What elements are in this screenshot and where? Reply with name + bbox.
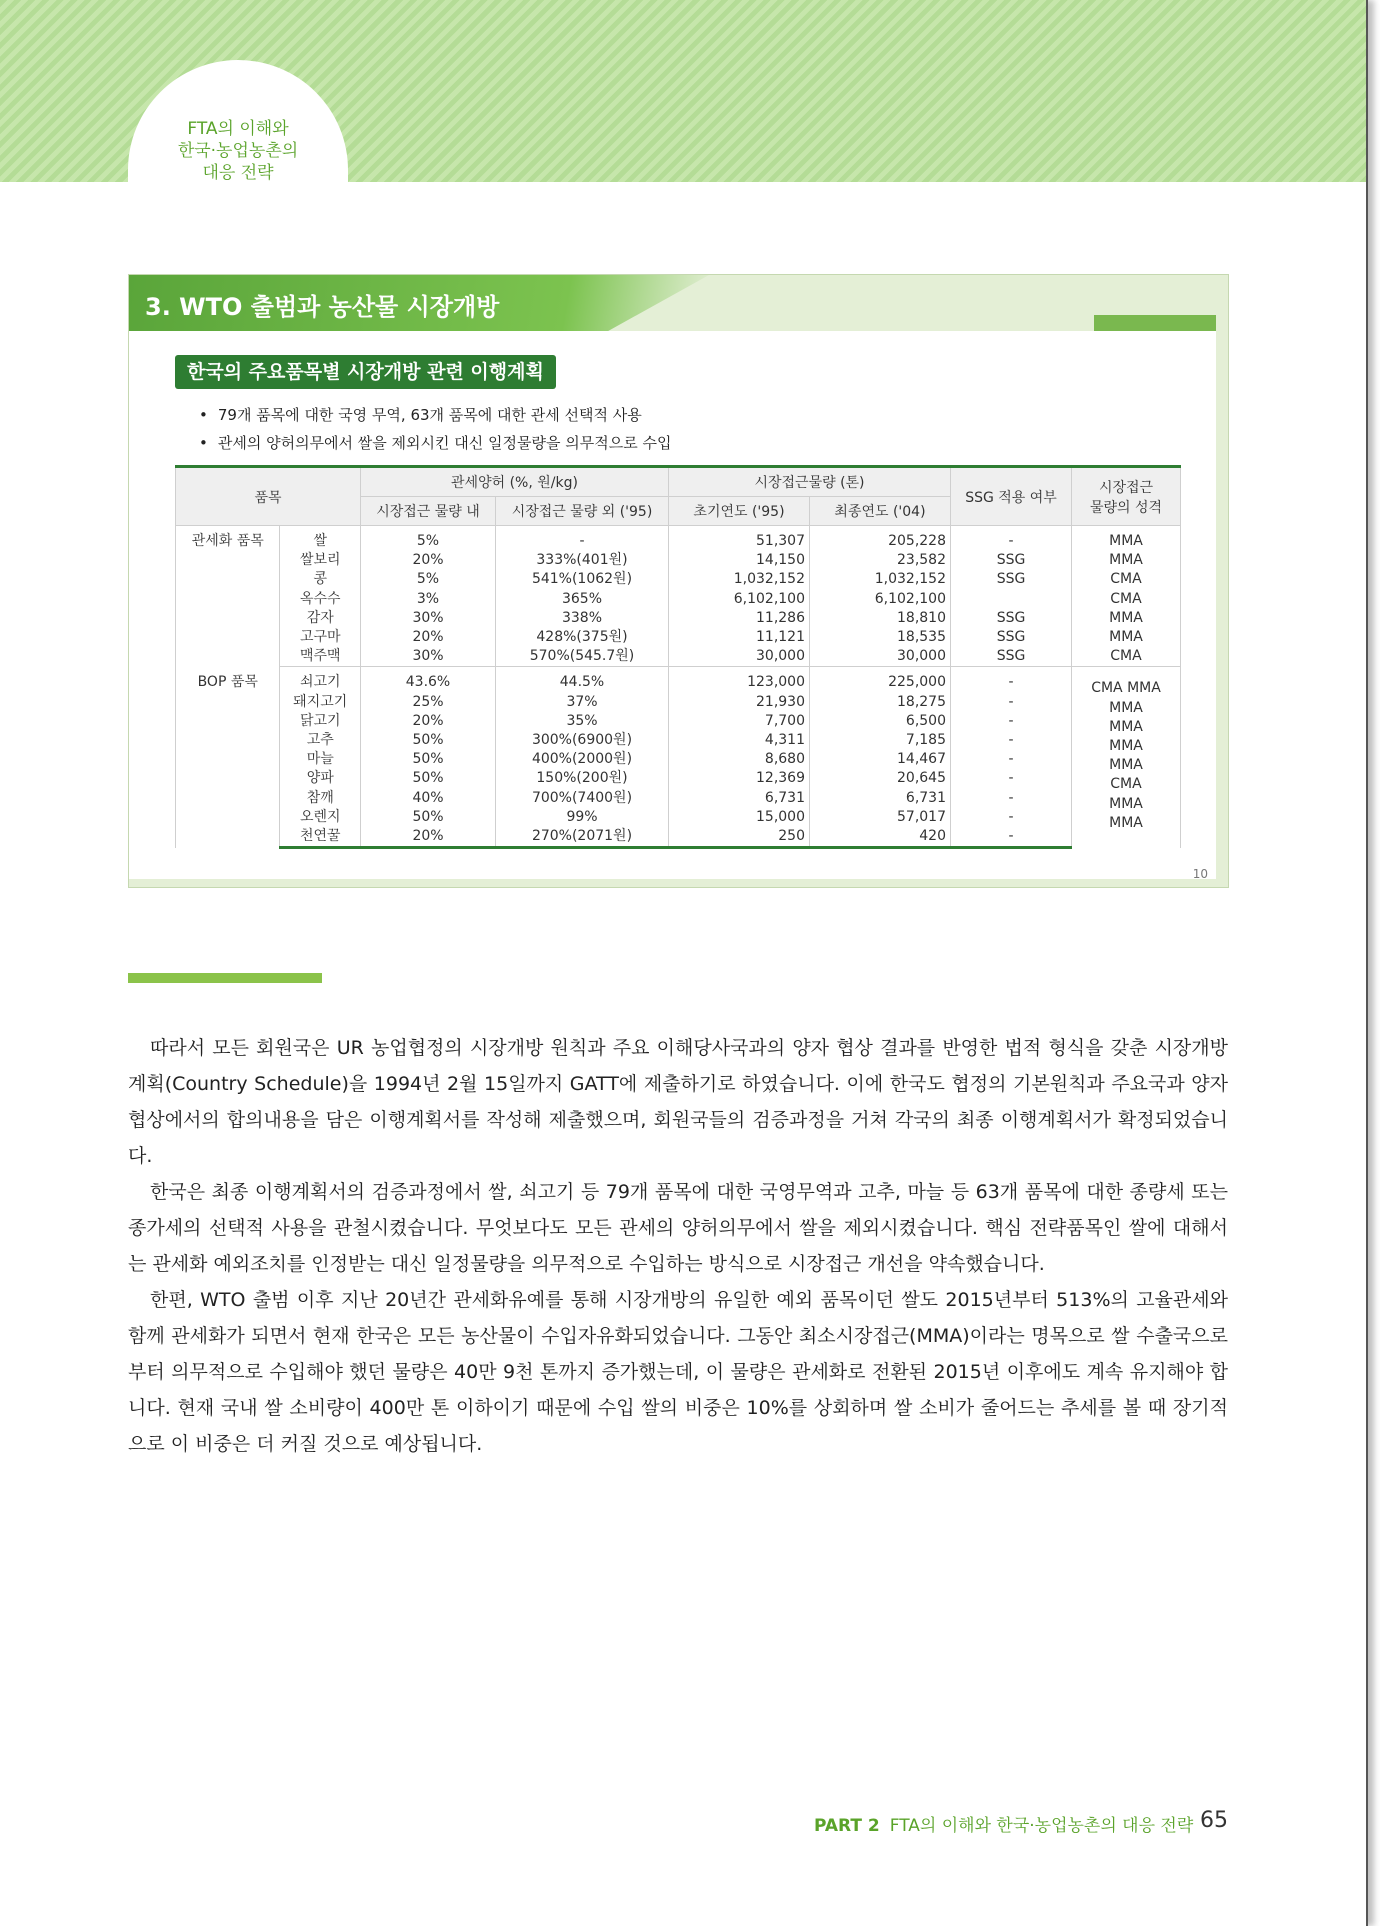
- market-opening-table: [175, 465, 1181, 849]
- cell-tariff-out: 400%(2000원): [496, 750, 669, 769]
- slide-figure: [128, 274, 1229, 888]
- cell-tariff-in: 20%: [361, 827, 496, 848]
- cell-access-initial: 11,121: [669, 628, 810, 647]
- nature-value: CMA: [1110, 776, 1142, 793]
- cell-item: 오렌지: [280, 808, 361, 827]
- cell-item: 마늘: [280, 750, 361, 769]
- cell-ssg: -: [951, 769, 1072, 788]
- cell-nature: MMA: [1072, 628, 1181, 647]
- cell-access-initial: 4,311: [669, 731, 810, 750]
- cell-nature: MMA: [1072, 609, 1181, 628]
- nature-value: MMA: [1109, 795, 1143, 812]
- header-ssg: SSG 적용 여부: [951, 467, 1072, 526]
- cell-access-initial: 51,307: [669, 526, 810, 552]
- cell-access-final: 420: [810, 827, 951, 848]
- header-tariff-in: 시장접근 물량 내: [361, 497, 496, 526]
- cell-ssg: -: [951, 667, 1072, 693]
- cell-item: 천연꿀: [280, 827, 361, 848]
- footer-part-title: FTA의 이해와 한국·농업농촌의 대응 전략: [889, 1816, 1194, 1836]
- cell-access-initial: 6,731: [669, 789, 810, 808]
- cell-access-final: 205,228: [810, 526, 951, 552]
- cell-access-initial: 123,000: [669, 667, 810, 693]
- cell-access-final: 20,645: [810, 769, 951, 788]
- cell-item: 돼지고기: [280, 693, 361, 712]
- table-row: [176, 769, 1181, 788]
- chapter-tab-line: 한국·농업농촌의: [177, 141, 299, 161]
- cell-tariff-in: 50%: [361, 808, 496, 827]
- body-paragraph: 한편, WTO 출범 이후 지난 20년간 관세화유예를 통해 시장개방의 유일한 예외 품목이던 쌀도 2015년부터 513%의 고율관세와 함께 관세화가 되면서 현재 한국은 모든 농산물이 수입자유화되었습니다. 그동안 최소시장접근(MMA)이라는 명목으로 쌀 수출국으로부터 의무적으로 수입해야 했던 물량은 40만 9천 톤까지 증가했는데, 이 물량은 관세화로 전환된 2015년 이후에도 계속 유지해야 합니다. 현재 국내 쌀 소비량이 400만 톤 이하이기 때문에 수입 쌀의 비중은 10%를 상회하며 쌀 소비가 줄어드는 추세를 볼 때 장기적으로 이 비중은 더 커질 것으로 예상됩니다.: [128, 1289, 1228, 1455]
- slide-bullets: [217, 401, 671, 457]
- cell-item: 쇠고기: [280, 667, 361, 693]
- cell-access-initial: 11,286: [669, 609, 810, 628]
- cell-access-initial: 8,680: [669, 750, 810, 769]
- nature-value: MMA: [1109, 757, 1143, 774]
- body-text: [128, 1030, 1228, 1462]
- cell-nature: CMA: [1072, 590, 1181, 609]
- cell-nature: CMA: [1072, 647, 1181, 667]
- cell-access-final: 18,810: [810, 609, 951, 628]
- cell-tariff-out: 300%(6900원): [496, 731, 669, 750]
- slide-page-number: 10: [1192, 867, 1208, 881]
- cell-item: 참깨: [280, 789, 361, 808]
- table-row: [176, 551, 1181, 570]
- cell-tariff-out: -: [496, 526, 669, 552]
- cell-item: 고추: [280, 731, 361, 750]
- table-row: [176, 667, 1181, 693]
- cell-ssg: SSG: [951, 628, 1072, 647]
- header-item: 품목: [176, 467, 361, 526]
- table-row: [176, 808, 1181, 827]
- cell-access-final: 18,275: [810, 693, 951, 712]
- cell-nature: MMA: [1072, 551, 1181, 570]
- footer-running-title: [814, 1811, 1193, 1836]
- cell-tariff-in: 40%: [361, 789, 496, 808]
- cell-tariff-in: 50%: [361, 731, 496, 750]
- nature-value: MMA: [1109, 699, 1143, 716]
- cell-tariff-out: 333%(401원): [496, 551, 669, 570]
- table-row: [176, 750, 1181, 769]
- bullet-item: • 79개 품목에 대한 국영 무역, 63개 품목에 대한 관세 선택적 사용: [217, 401, 671, 429]
- cell-tariff-out: 44.5%: [496, 667, 669, 693]
- chapter-tab-line: FTA의 이해와: [187, 119, 289, 139]
- cell-access-final: 1,032,152: [810, 570, 951, 589]
- cell-ssg: -: [951, 808, 1072, 827]
- header-nature: [1072, 467, 1181, 526]
- cell-tariff-in: 50%: [361, 769, 496, 788]
- body-paragraph: 따라서 모든 회원국은 UR 농업협정의 시장개방 원칙과 주요 이해당사국과의 양자 협상 결과를 반영한 법적 형식을 갖춘 시장개방계획(Country Schedule)을 1994년 2월 15일까지 GATT에 제출하기로 하였습니다. 이에 한국도 협정의 기본원칙과 주요국과 양자 협상에서의 합의내용을 담은 이행계획서를 작성해 제출했으며, 회원국들의 검증과정을 거쳐 각국의 최종 이행계획서가 확정되었습니다.: [128, 1037, 1228, 1167]
- cell-ssg: -: [951, 693, 1072, 712]
- table-row: [176, 526, 1181, 552]
- cell-tariff-in: 5%: [361, 570, 496, 589]
- header-access-final: 최종연도 ('04): [810, 497, 951, 526]
- cell-access-final: 30,000: [810, 647, 951, 667]
- cell-nature: MMA: [1072, 526, 1181, 552]
- header-nature-line2: 물량의 성격: [1089, 499, 1163, 516]
- cell-access-initial: 250: [669, 827, 810, 848]
- table-row: [176, 731, 1181, 750]
- chapter-tab-line: 대응 전략: [202, 163, 274, 183]
- table-row: [176, 693, 1181, 712]
- cell-ssg: SSG: [951, 551, 1072, 570]
- cell-tariff-out: 541%(1062원): [496, 570, 669, 589]
- table-row: [176, 628, 1181, 647]
- cell-tariff-out: 338%: [496, 609, 669, 628]
- cell-access-final: 14,467: [810, 750, 951, 769]
- page-number: 65: [1200, 1808, 1228, 1833]
- cell-tariff-in: 5%: [361, 526, 496, 552]
- cell-access-final: 6,500: [810, 712, 951, 731]
- header-nature-line1: 시장접근: [1098, 479, 1154, 496]
- cell-item: 옥수수: [280, 590, 361, 609]
- bullet-item: • 관세의 양허의무에서 쌀을 제외시킨 대신 일정물량을 의무적으로 수입: [217, 429, 671, 457]
- slide-subtitle: 한국의 주요품목별 시장개방 관련 이행계획: [175, 355, 556, 389]
- cell-tariff-in: 20%: [361, 551, 496, 570]
- cell-tariff-out: 570%(545.7원): [496, 647, 669, 667]
- cell-tariff-in: 3%: [361, 590, 496, 609]
- cell-nature-list: [1072, 667, 1181, 848]
- cell-ssg: -: [951, 712, 1072, 731]
- chapter-tab-label: [128, 118, 348, 184]
- cell-tariff-out: 150%(200원): [496, 769, 669, 788]
- cell-tariff-in: 20%: [361, 628, 496, 647]
- cell-item: 콩: [280, 570, 361, 589]
- cell-access-initial: 6,102,100: [669, 590, 810, 609]
- cell-access-final: 23,582: [810, 551, 951, 570]
- cell-tariff-out: 428%(375원): [496, 628, 669, 647]
- cell-ssg: SSG: [951, 647, 1072, 667]
- cell-ssg: -: [951, 789, 1072, 808]
- cell-tariff-in: 30%: [361, 647, 496, 667]
- table-row: [176, 647, 1181, 667]
- table-row: [176, 570, 1181, 589]
- table-row: [176, 609, 1181, 628]
- cell-ssg: SSG: [951, 570, 1072, 589]
- header-access-initial: 초기연도 ('95): [669, 497, 810, 526]
- header-tariff-out: 시장접근 물량 외 ('95): [496, 497, 669, 526]
- cell-access-initial: 7,700: [669, 712, 810, 731]
- cell-access-initial: 12,369: [669, 769, 810, 788]
- slide-accent-bar: [1094, 315, 1216, 331]
- cell-access-initial: 30,000: [669, 647, 810, 667]
- cell-tariff-in: 43.6%: [361, 667, 496, 693]
- header-tariff: 관세양허 (%, 원/kg): [361, 467, 669, 497]
- cell-access-initial: 14,150: [669, 551, 810, 570]
- cell-ssg: -: [951, 526, 1072, 552]
- cell-access-final: 57,017: [810, 808, 951, 827]
- cell-ssg: SSG: [951, 609, 1072, 628]
- cell-item: 쌀: [280, 526, 361, 552]
- cell-ssg: [951, 590, 1072, 609]
- cell-tariff-out: 37%: [496, 693, 669, 712]
- table-row: [176, 590, 1181, 609]
- cell-tariff-out: 365%: [496, 590, 669, 609]
- slide-title: 3. WTO 출범과 농산물 시장개방: [145, 293, 500, 321]
- cell-ssg: -: [951, 827, 1072, 848]
- header-access: 시장접근물량 (톤): [669, 467, 951, 497]
- cell-ssg: -: [951, 750, 1072, 769]
- cell-nature: CMA: [1072, 570, 1181, 589]
- table-row: [176, 789, 1181, 808]
- cell-item: 맥주맥: [280, 647, 361, 667]
- cell-access-final: 225,000: [810, 667, 951, 693]
- table-row: [176, 827, 1181, 848]
- cell-item: 고구마: [280, 628, 361, 647]
- cell-tariff-in: 50%: [361, 750, 496, 769]
- cell-access-initial: 15,000: [669, 808, 810, 827]
- cell-tariff-out: 35%: [496, 712, 669, 731]
- cell-item: 양파: [280, 769, 361, 788]
- cell-access-final: 18,535: [810, 628, 951, 647]
- body-paragraph: 한국은 최종 이행계획서의 검증과정에서 쌀, 쇠고기 등 79개 품목에 대한 국영무역과 고추, 마늘 등 63개 품목에 대한 종량세 또는 종가세의 선택적 사용을 관철시켰습니다. 무엇보다도 모든 관세의 양허의무에서 쌀을 제외시켰습니다. 핵심 전략품목인 쌀에 대해서는 관세화 예외조치를 인정받는 대신 일정물량을 의무적으로 수입하는 방식으로 시장접근 개선을 약속했습니다.: [128, 1181, 1228, 1275]
- cell-access-final: 7,185: [810, 731, 951, 750]
- cell-tariff-in: 30%: [361, 609, 496, 628]
- footer-part-label: PART 2: [814, 1816, 880, 1836]
- nature-value: CMA MMA: [1091, 680, 1161, 697]
- cell-access-final: 6,731: [810, 789, 951, 808]
- group-label: BOP 품목: [176, 667, 280, 848]
- cell-tariff-out: 270%(2071원): [496, 827, 669, 848]
- slide-content: [129, 331, 1216, 879]
- cell-access-initial: 1,032,152: [669, 570, 810, 589]
- cell-tariff-out: 99%: [496, 808, 669, 827]
- cell-item: 감자: [280, 609, 361, 628]
- group-label: 관세화 품목: [176, 526, 280, 667]
- nature-value: MMA: [1109, 814, 1143, 831]
- cell-ssg: -: [951, 731, 1072, 750]
- cell-access-final: 6,102,100: [810, 590, 951, 609]
- cell-tariff-in: 20%: [361, 712, 496, 731]
- cell-tariff-out: 700%(7400원): [496, 789, 669, 808]
- section-divider: [128, 973, 322, 983]
- cell-tariff-in: 25%: [361, 693, 496, 712]
- nature-value: MMA: [1109, 738, 1143, 755]
- cell-access-initial: 21,930: [669, 693, 810, 712]
- nature-value: MMA: [1109, 718, 1143, 735]
- table-row: [176, 712, 1181, 731]
- cell-item: 닭고기: [280, 712, 361, 731]
- cell-item: 쌀보리: [280, 551, 361, 570]
